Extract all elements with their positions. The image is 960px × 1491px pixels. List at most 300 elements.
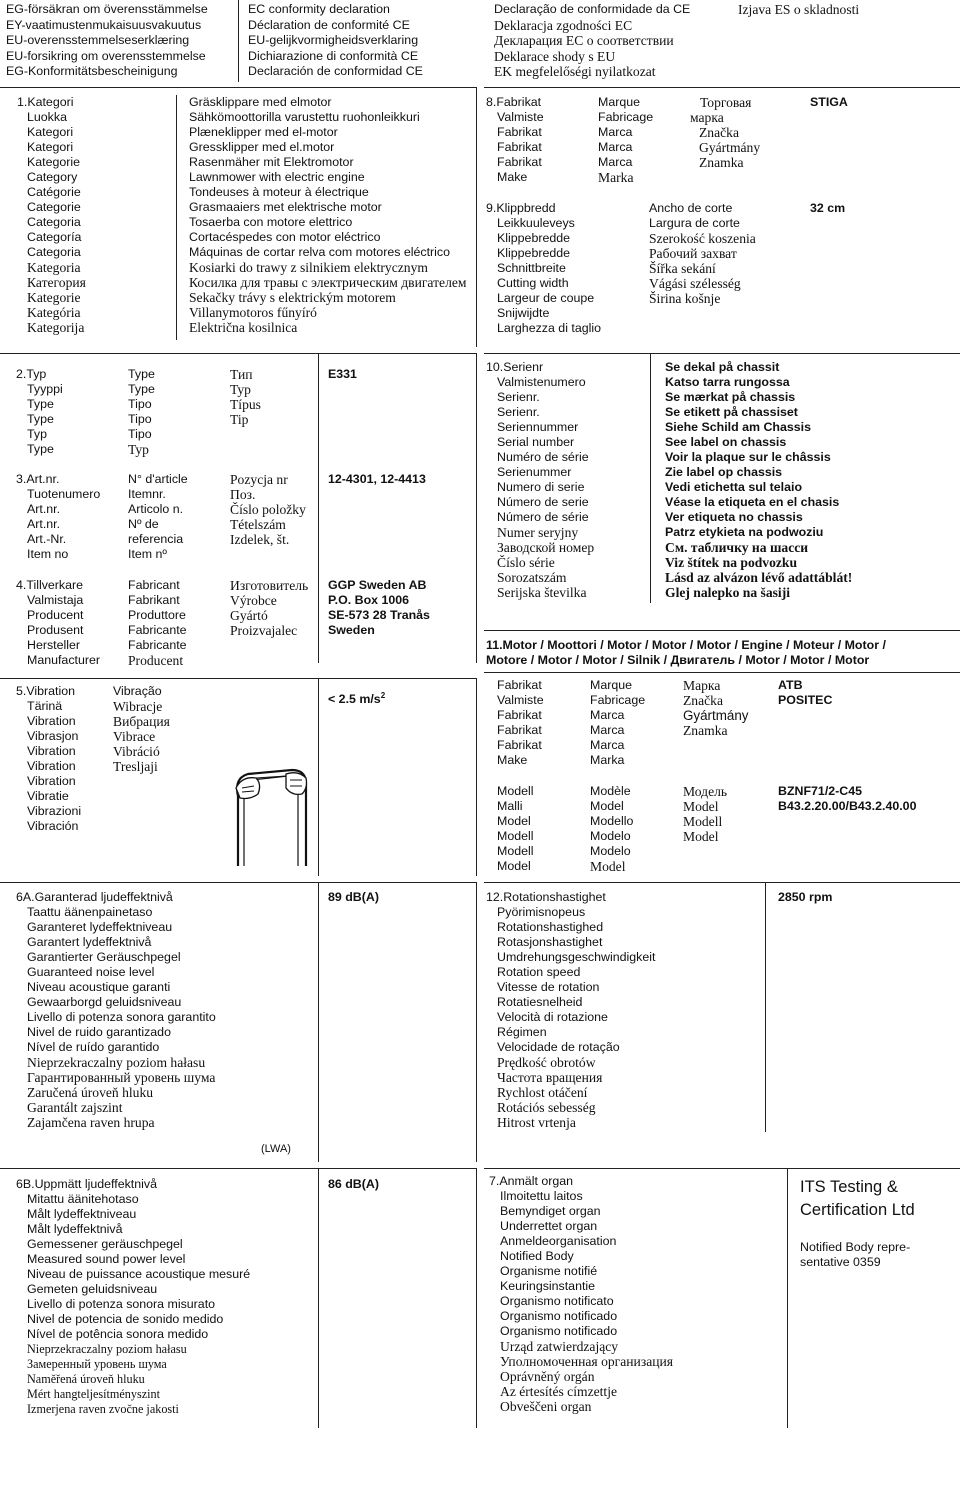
line-item: Nº de	[128, 517, 159, 531]
line-item: Az értesítés címzettje	[500, 1384, 618, 1399]
line-item: EG-Konformitätsbescheinigung	[6, 64, 178, 78]
line-item: Marka	[590, 753, 625, 767]
line-item: Valmistaja	[27, 593, 84, 607]
line-item: Mért hangteljesítményszint	[27, 1387, 161, 1401]
line-item: Косилка для травы с электрическим двигателем	[189, 275, 467, 290]
line-item: Naměřená úroveň hluku	[27, 1372, 145, 1386]
line-item: Serienr.	[497, 405, 540, 419]
line-item: N° d'article	[128, 472, 188, 486]
line-item: Umdrehungsgeschwindigkeit	[497, 950, 656, 964]
line-item: Articolo n.	[128, 502, 184, 516]
line-item: Típus	[230, 397, 261, 412]
line-item: Vibrasjon	[27, 729, 79, 743]
line-item: Category	[27, 170, 78, 184]
line-item: Kategori	[27, 125, 74, 139]
divider	[484, 87, 960, 88]
line-item: Viz štítek na podvozku	[665, 555, 798, 570]
line-item: Garanteret lydeffektniveau	[27, 920, 173, 934]
divider	[318, 678, 319, 876]
line-item: Serienummer	[497, 465, 572, 479]
line-item: Nieprzekraczalny poziom hałasu	[27, 1342, 187, 1356]
line-item: Sorozatszám	[497, 570, 567, 585]
line-item: Typ	[230, 382, 251, 397]
line-item: Valmiste	[497, 693, 544, 707]
line-item: Fabrikat	[497, 678, 542, 692]
line-item: Glej nalepko na šasiji	[665, 585, 791, 600]
line-item: Wibracje	[113, 699, 163, 714]
line-item: Régimen	[497, 1025, 547, 1039]
line-item: Szerokość koszenia	[649, 231, 756, 246]
line-item: Largeur de coupe	[497, 291, 595, 305]
line-item: Marque	[590, 678, 633, 692]
line-item: 8.Fabrikat	[486, 95, 542, 109]
line-item: Vibrace	[113, 729, 156, 744]
line-item: Категория	[27, 275, 86, 290]
motor-model-col-b	[590, 784, 633, 874]
line-item: Gyártmány	[683, 708, 749, 723]
line-item: Art.nr.	[27, 517, 61, 531]
line-item: Pozycja nr	[230, 472, 288, 487]
line-item: Notified Body	[500, 1249, 574, 1263]
header-col-4: Izjava ES o skladnosti	[738, 2, 860, 17]
line-item: Categorie	[27, 200, 81, 214]
vibration-col-a	[16, 684, 81, 834]
line-item: Serienr.	[497, 390, 540, 404]
line-item: Fabricage	[598, 110, 654, 124]
line-item: Vitesse de rotation	[497, 980, 600, 994]
line-item: Typ	[128, 442, 149, 457]
line-item: 3.Art.nr.	[16, 472, 60, 486]
line-item: 12.Rotationshastighet	[486, 890, 606, 904]
line-item: Gemeten geluidsniveau	[27, 1282, 158, 1296]
line-item: Marca	[590, 738, 625, 752]
line-item: Producent	[128, 653, 184, 668]
line-item: Serijska številka	[497, 585, 587, 600]
line-item: Klippebredde	[497, 231, 571, 245]
article-col-b	[128, 472, 188, 562]
line-item: Seriennummer	[497, 420, 579, 434]
line-item: Rotationshastighed	[497, 920, 604, 934]
line-item: Proizvajalec	[230, 623, 298, 638]
line-item: Lásd az alvázon lévő adattáblát!	[665, 570, 853, 585]
line-item: Luokka	[27, 110, 67, 124]
line-item: Véase la etiqueta en el chasis	[665, 495, 840, 509]
line-item: Deklaracja zgodności EC	[494, 17, 633, 33]
motor-model-col-c	[683, 784, 727, 844]
line-item: Model	[497, 814, 531, 828]
category-labels	[17, 95, 86, 335]
divider	[484, 882, 960, 883]
line-item: Декларация ЕС о соответствии	[494, 33, 674, 48]
line-item: Рабочий захват	[649, 246, 737, 261]
line-item: Grasmaaiers met elektrische motor	[189, 200, 382, 214]
line-item: Znamka	[683, 723, 728, 738]
line-item: Número de série	[497, 510, 589, 524]
line-item: Serial number	[497, 435, 575, 449]
line-item: Sekačky trávy s elektrickým motorem	[189, 290, 396, 305]
line-item: Produttore	[128, 608, 186, 622]
line-item: Fabrikant	[128, 593, 180, 607]
line-item: Organismo notificado	[500, 1309, 618, 1323]
line-item: Urząd zatwierdzający	[500, 1339, 619, 1354]
line-item: Model	[590, 859, 626, 874]
line-item: P.O. Box 1006	[328, 593, 410, 607]
line-item: Izmerjena raven zvočne jakosti	[27, 1402, 179, 1416]
line-item: Modelo	[590, 829, 631, 843]
line-item: Zajamčena raven hrupa	[27, 1115, 155, 1130]
line-item: Declaración de conformidad CE	[248, 64, 423, 78]
line-item: Modello	[590, 814, 634, 828]
line-item: EY-vaatimustenmukaisuusvakuutus	[6, 17, 202, 32]
divider	[476, 678, 477, 876]
line-item: Número de serie	[497, 495, 589, 509]
line-item: POSITEC	[778, 693, 833, 707]
line-item: Numer seryjny	[497, 525, 579, 540]
line-item: Tételszám	[230, 517, 286, 532]
article-col-c	[230, 472, 306, 547]
line-item: Поз.	[230, 487, 256, 502]
line-item: Bemyndiget organ	[500, 1204, 601, 1218]
line-item: Tipo	[128, 412, 152, 426]
line-item: См. табличку на шасси	[665, 540, 809, 555]
line-item: Målt lydeffektniveau	[27, 1207, 137, 1221]
line-item: Déclaration de conformité CE	[248, 17, 410, 32]
line-item: Cortacéspedes con motor eléctrico	[189, 230, 381, 244]
type-value: E331	[328, 367, 357, 381]
line-item: Siehe Schild am Chassis	[665, 420, 811, 434]
line-item: Dichiarazione di conformità CE	[248, 48, 419, 63]
divider	[0, 87, 476, 88]
line-item: Gräsklippare med elmotor	[189, 95, 332, 109]
line-item: Znamka	[699, 155, 744, 170]
line-item: Izdelek, št.	[230, 532, 290, 547]
line-item: Modell	[497, 784, 534, 798]
line-item: Kategorija	[27, 320, 85, 335]
divider	[318, 1168, 319, 1428]
divider	[318, 353, 319, 663]
line-item: Vibração	[113, 684, 162, 698]
line-item: 7.Anmält organ	[489, 1174, 574, 1188]
line-item: Målt lydeffektnivå	[27, 1222, 123, 1236]
line-item: Šířka sekání	[649, 261, 716, 276]
line-item: Type	[27, 412, 54, 426]
line-item: Marque	[598, 95, 641, 109]
line-item: Type	[27, 442, 54, 456]
line-item: Guaranteed noise level	[27, 965, 155, 979]
line-item: Rotatiesnelheid	[497, 995, 583, 1009]
notified-body-name: ITS Testing & Certification Ltd	[800, 1178, 915, 1219]
line-item: Voir la plaque sur le châssis	[665, 450, 831, 464]
line-item: Širina košnje	[649, 291, 721, 306]
line-item: Cutting width	[497, 276, 569, 290]
line-item: Vibratie	[27, 789, 69, 803]
line-item: Vedi etichetta sul telaio	[665, 480, 803, 494]
line-item: Type	[128, 382, 155, 396]
line-item: Вибрация	[113, 714, 170, 729]
line-item: Niveau acoustique garanti	[27, 980, 171, 994]
line-item: Tuotenumero	[27, 487, 101, 501]
line-item: Gressklipper med el.motor	[189, 140, 335, 154]
line-item: See label on chassis	[665, 435, 787, 449]
line-item: Velocidade de rotação	[497, 1040, 620, 1054]
mower-handle-illustration	[228, 766, 312, 870]
line-item: Изготовитель	[230, 578, 309, 593]
motor-title: 11.Motor / Moottori / Motor / Motor / Motor / Engine / Moteur / Motor / Motore / Motor / Motor / Silnik / Двигатель / Motor / Motor / Motor	[486, 638, 886, 667]
line-item: Model	[683, 829, 719, 844]
line-item: Valmiste	[497, 110, 544, 124]
divider	[476, 1168, 477, 1428]
cutting-width-col-b	[649, 201, 756, 306]
line-item: Sähkömoottorilla varustettu ruohonleikkuri	[189, 110, 420, 124]
line-item: Уполномоченная организация	[500, 1354, 674, 1369]
line-item: Oprávněný orgán	[500, 1369, 595, 1384]
line-item: B43.2.20.00/B43.2.40.00	[778, 799, 917, 813]
line-item: 10.Serienr	[486, 360, 544, 374]
manufacturer-col-b	[128, 578, 187, 668]
line-item: Nieprzekraczalny poziom hałasu	[27, 1055, 206, 1070]
line-item: Patrz etykieta na podwoziu	[665, 525, 824, 539]
line-item: Organisme notifié	[500, 1264, 598, 1278]
line-item: Kategori	[27, 140, 74, 154]
line-item: Type	[27, 397, 54, 411]
line-item: Tärinä	[27, 699, 63, 713]
line-item: Keuringsinstantie	[500, 1279, 596, 1293]
line-item: Se dekal på chassit	[665, 360, 780, 374]
line-item: Se etikett på chassiset	[665, 405, 798, 419]
line-item: Obveščeni organ	[500, 1399, 592, 1414]
line-item: Vibration	[27, 714, 76, 728]
divider	[0, 882, 476, 883]
notified-body-note: Notified Body repre- sentative 0359	[800, 1240, 911, 1269]
line-item: Kategorie	[27, 290, 81, 305]
line-item: Tondeuses à moteur à électrique	[189, 185, 369, 199]
line-item: Categoria	[27, 245, 81, 259]
type-col-b	[128, 367, 155, 457]
line-item: referencia	[128, 532, 184, 546]
line-item: Vibration	[27, 744, 76, 758]
vibration-col-b	[113, 684, 170, 774]
line-item: Gewaarborgd geluidsniveau	[27, 995, 182, 1009]
line-item: Item nº	[128, 547, 167, 561]
line-item: Fabrikat	[497, 140, 542, 154]
line-item: Gyártmány	[699, 140, 761, 155]
line-item: Частота вращения	[497, 1070, 603, 1085]
divider	[787, 1168, 788, 1428]
line-item: Tipo	[128, 427, 152, 441]
line-item: 4.Tillverkare	[16, 578, 84, 592]
line-item: Fabrikat	[497, 708, 542, 722]
line-item: Tyyppi	[27, 382, 63, 396]
line-item: 6B.Uppmätt ljudeffektnivå	[16, 1177, 157, 1191]
line-item: Katso tarra rungossa	[665, 375, 790, 389]
line-item: Model	[590, 799, 624, 813]
divider	[176, 95, 177, 340]
line-item: Anmeldeorganisation	[500, 1234, 617, 1248]
line-item: Taattu äänenpainetaso	[27, 905, 153, 919]
line-item: Garantert lydeffektnivå	[27, 935, 152, 949]
line-item: Numéro de série	[497, 450, 589, 464]
line-item: Manufacturer	[27, 653, 101, 667]
line-item: Larghezza di taglio	[497, 321, 602, 335]
line-item: 1.Kategori	[17, 95, 74, 109]
divider	[0, 1168, 476, 1169]
manufacturer-col-c	[230, 578, 308, 638]
guaranteed-noise-labels	[16, 890, 216, 1130]
line-item: Rotációs sebesség	[497, 1100, 596, 1115]
line-item: Električna kosilnica	[189, 320, 298, 335]
header-col-2	[248, 2, 423, 80]
line-item: EU-forsikring om overensstemmelse	[6, 48, 206, 63]
line-item: Hersteller	[27, 638, 81, 652]
line-item: Leikkuuleveys	[497, 216, 575, 230]
line-item: Zaručená úroveň hluku	[27, 1085, 154, 1100]
line-item: Rychlost otáčení	[497, 1085, 588, 1100]
line-item: Kosiarki do trawy z silnikiem elektrycznym	[189, 260, 428, 275]
motor-model-col-a	[497, 784, 534, 874]
guaranteed-noise-value: 89 dB(A)	[328, 890, 379, 904]
type-col-a	[16, 367, 63, 457]
article-col-a	[16, 472, 100, 562]
line-item: Marca	[598, 140, 633, 154]
divider	[484, 1168, 960, 1169]
manufacturer-col-a	[16, 578, 100, 668]
line-item: Модель	[683, 784, 728, 799]
manufacturer-value	[328, 578, 430, 638]
line-item: Výrobce	[230, 593, 277, 608]
line-item: Заводской номер	[497, 540, 595, 555]
line-item: EU-overensstemmelseserklæring	[6, 33, 190, 47]
line-item: Model	[683, 799, 719, 814]
line-item: Catégorie	[27, 185, 81, 199]
line-item: 9.Klippbredd	[486, 201, 556, 215]
line-item: Categoria	[27, 215, 81, 229]
type-col-c	[230, 367, 261, 427]
line-item: 2.Typ	[16, 367, 47, 381]
line-item: Nível de ruído garantido	[27, 1040, 160, 1054]
line-item: Kategória	[27, 305, 81, 320]
line-item: Plæneklipper med el-motor	[189, 125, 338, 139]
line-item: Modell	[497, 844, 534, 858]
header-divider	[238, 0, 239, 82]
line-item: Торговая	[700, 95, 752, 110]
line-item: Modell	[497, 829, 534, 843]
divider	[318, 882, 319, 1162]
line-item: Fabricant	[128, 578, 180, 592]
line-item: Niveau de puissance acoustique mesuré	[27, 1267, 251, 1281]
line-item: Art.nr.	[27, 502, 61, 516]
line-item: Fabrikat	[497, 155, 542, 169]
divider	[484, 353, 960, 354]
line-item: Item no	[27, 547, 69, 561]
line-item: Modèle	[590, 784, 631, 798]
line-item: Tresljaji	[113, 759, 158, 774]
line-item: Make	[497, 753, 528, 767]
line-item: Prędkość obrotów	[497, 1055, 596, 1070]
line-item: Deklarace shody s EU	[494, 48, 616, 64]
motor-model-value	[778, 784, 916, 814]
line-item: Typ	[27, 427, 47, 441]
line-item: SE-573 28 Tranås	[328, 608, 430, 622]
line-item: Замеренный уровень шума	[27, 1357, 167, 1371]
header-col-1	[6, 2, 208, 80]
line-item: Garantierter Geräuschpegel	[27, 950, 181, 964]
vibration-value: < 2.5 $m/s^2$	[328, 691, 386, 707]
make-col-c	[690, 95, 760, 170]
line-item: Make	[497, 170, 528, 184]
line-item: ATB	[778, 678, 803, 692]
line-item: Valmistenumero	[497, 375, 586, 389]
line-item: Organismo notificato	[500, 1294, 614, 1308]
line-item: Declaração de conformidade da CE	[494, 2, 691, 16]
line-item: Vágási szélesség	[649, 276, 741, 291]
line-item: 6A.Garanterad ljudeffektnivå	[16, 890, 173, 904]
line-item: Fabrikat	[497, 738, 542, 752]
line-item: Underrettet organ	[500, 1219, 598, 1233]
line-item: Hitrost vrtenja	[497, 1115, 576, 1130]
line-item: Vibráció	[113, 744, 160, 759]
measured-noise-labels	[16, 1177, 250, 1417]
line-item: Largura de corte	[649, 216, 740, 230]
line-item: Fabricante	[128, 638, 187, 652]
line-item: Categoría	[27, 230, 82, 244]
line-item: Марка	[683, 678, 721, 693]
line-item: Numero di serie	[497, 480, 585, 494]
line-item: Malli	[497, 799, 523, 813]
line-item: Livello di potenza sonora garantito	[27, 1010, 216, 1024]
line-item: Velocità di rotazione	[497, 1010, 608, 1024]
header-col-3	[494, 2, 690, 80]
line-item: Číslo položky	[230, 502, 306, 517]
divider	[476, 353, 477, 663]
line-item: EC conformity declaration	[248, 2, 390, 16]
notified-body-labels	[489, 1174, 673, 1414]
make-col-b	[598, 95, 653, 185]
line-item: Kategoria	[27, 260, 81, 275]
line-item: Snijwijdte	[497, 306, 550, 320]
motor-make-col-b	[590, 678, 645, 768]
line-item: Livello di potenza sonora misurato	[27, 1297, 216, 1311]
line-item: Model	[497, 859, 531, 873]
line-item: Vibración	[27, 819, 79, 833]
make-value: STIGA	[810, 95, 848, 109]
line-item: Klippebredde	[497, 246, 571, 260]
divider	[476, 87, 477, 347]
line-item: Vibration	[27, 774, 76, 788]
rotation-speed-labels	[486, 890, 655, 1130]
line-item: Itemnr.	[128, 487, 166, 501]
line-item: Rotation speed	[497, 965, 581, 979]
line-item: EU-gelijkvormigheidsverklaring	[248, 33, 419, 47]
line-item: Rotasjonshastighet	[497, 935, 603, 949]
line-item: EG-försäkran om överensstämmelse	[6, 2, 208, 16]
line-item: Modell	[683, 814, 723, 829]
line-item: Značka	[699, 125, 739, 140]
line-item: Značka	[683, 693, 723, 708]
line-item: Sweden	[328, 623, 375, 637]
divider	[765, 882, 766, 1132]
line-item: Ver etiqueta no chassis	[665, 510, 803, 524]
line-item: 5.Vibration	[16, 684, 76, 698]
line-item: Type	[128, 367, 155, 381]
line-item: EK megfelelőségi nyilatkozat	[494, 64, 656, 79]
line-item: Marka	[598, 170, 634, 185]
line-item: Garantált zajszint	[27, 1100, 123, 1115]
divider	[0, 678, 476, 679]
line-item: Fabrikat	[497, 125, 542, 139]
line-item: Tipo	[128, 397, 152, 411]
make-col-a	[486, 95, 544, 185]
divider	[476, 882, 477, 1162]
